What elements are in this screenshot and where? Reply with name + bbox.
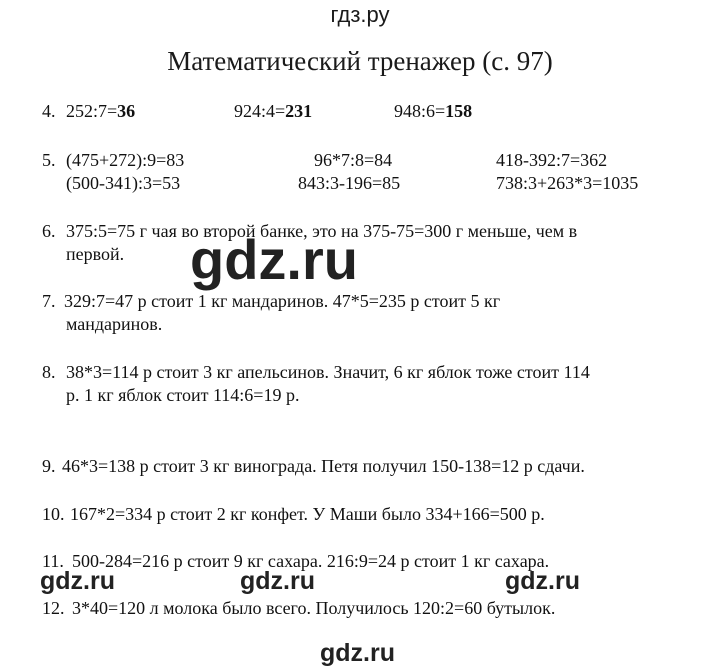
task-4-item-3: 948:6=158 (394, 101, 473, 121)
task-7-number: 7. (42, 291, 56, 311)
task-5-row1-col3: 418-392:7=362 (496, 150, 608, 170)
watermark-bottom-right: gdz.ru (505, 567, 580, 595)
page-title: Математический тренажер (с. 97) (167, 46, 553, 76)
task-5-row1-col1: (475+272):9=83 (66, 150, 185, 170)
task-4-number: 4. (42, 101, 56, 121)
site-brand-header: гдз.ру (330, 2, 390, 27)
watermark-center: gdz.ru (190, 228, 358, 291)
task-12-line-1: 3*40=120 л молока было всего. Получилось 120:2=60 бутылок. (72, 598, 556, 618)
watermark-bottom-left: gdz.ru (40, 567, 115, 595)
task-5-number: 5. (42, 150, 56, 170)
task-9-number: 9. (42, 456, 56, 476)
task-5-row2-col3: 738:3+263*3=1035 (496, 173, 639, 193)
task-4-item-2: 924:4=231 (234, 101, 313, 121)
task-8-number: 8. (42, 362, 56, 382)
task-10-line-1: 167*2=334 р стоит 2 кг конфет. У Маши было 334+166=500 р. (70, 504, 545, 524)
task-5-row2-col2: 843:3-196=85 (298, 173, 401, 193)
watermark-bottom-middle: gdz.ru (240, 567, 315, 595)
task-5-row1-col2: 96*7:8=84 (314, 150, 393, 170)
task-8-line-1: 38*3=114 р стоит 3 кг апельсинов. Значит, 6 кг яблок тоже стоит 114 (66, 362, 590, 382)
task-11-line-1: 500-284=216 р стоит 9 кг сахара. 216:9=24 р стоит 1 кг сахара. (72, 551, 550, 571)
task-5-row2-col1: (500-341):3=53 (66, 173, 181, 193)
task-7-line-1: 329:7=47 р стоит 1 кг мандаринов. 47*5=235 р стоит 5 кг (64, 291, 501, 311)
task-7-line-2: мандаринов. (66, 314, 163, 334)
task-12-number: 12. (42, 598, 65, 618)
watermark-footer: gdz.ru (320, 639, 395, 667)
task-6-line-2: первой. (66, 244, 125, 264)
task-11-number: 11. (42, 551, 64, 571)
task-8-line-2: р. 1 кг яблок стоит 114:6=19 р. (66, 385, 300, 405)
task-6-line-1: 375:5=75 г чая во второй банке, это на 375-75=300 г меньше, чем в (66, 221, 578, 241)
task-9-line-1: 46*3=138 р стоит 3 кг винограда. Петя получил 150-138=12 р сдачи. (62, 456, 585, 476)
task-6-number: 6. (42, 221, 56, 241)
task-10-number: 10. (42, 504, 65, 524)
task-4-item-1: 252:7=36 (66, 101, 136, 121)
